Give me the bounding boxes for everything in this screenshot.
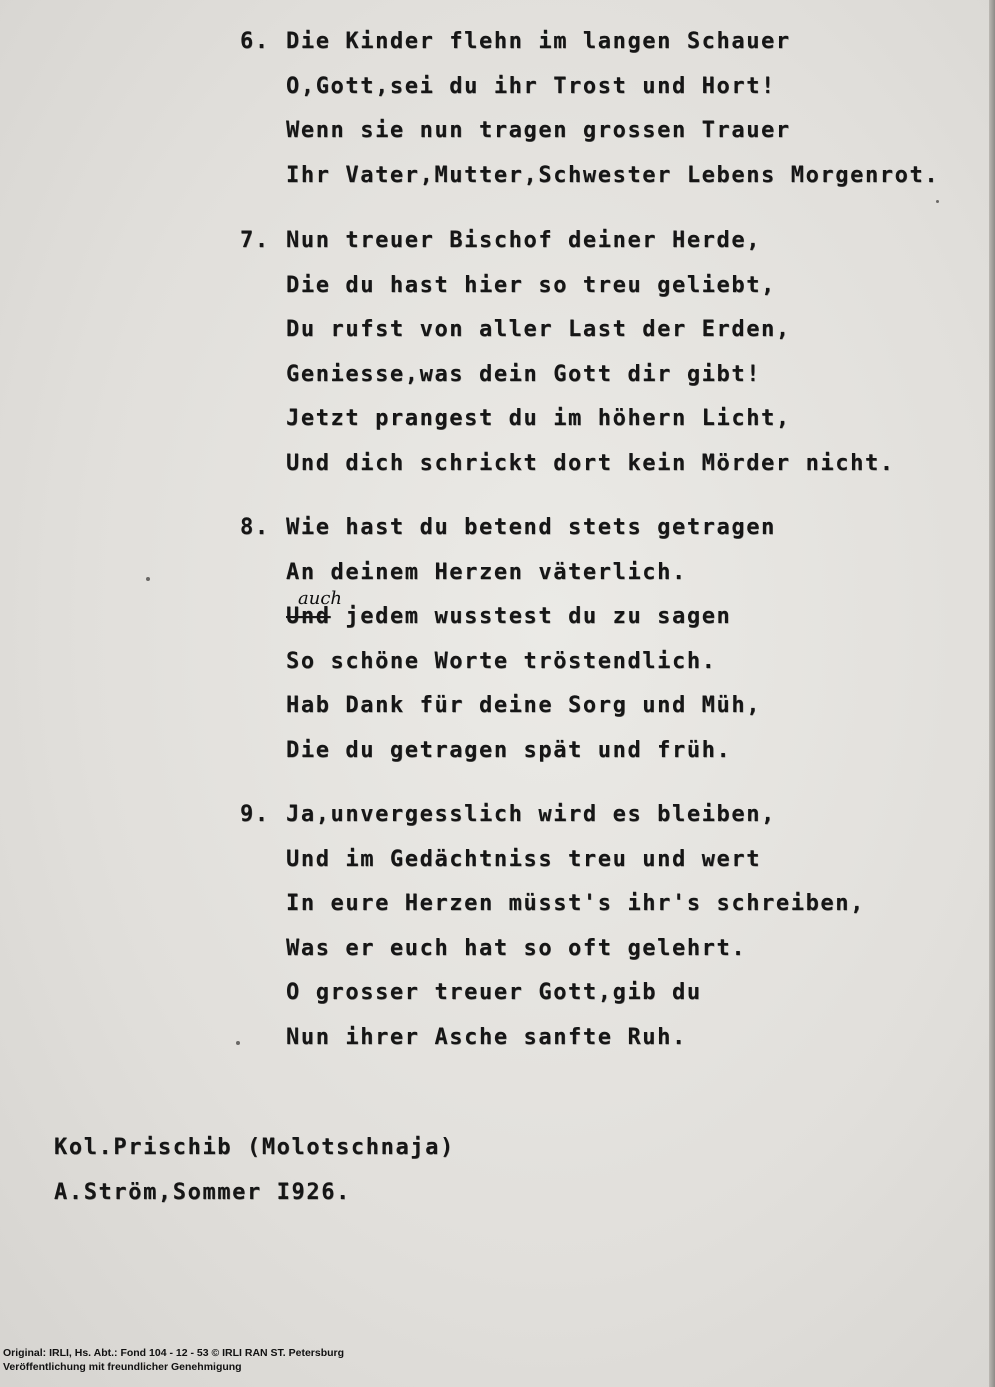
line-text: Die du hast hier so treu geliebt, (286, 272, 776, 298)
signature-author-date: A.Ström,Sommer I926. (54, 1179, 351, 1205)
poem-line (240, 20, 939, 65)
poem-line (240, 729, 776, 774)
stanza-number: 7. (240, 228, 270, 253)
line-text: Nun treuer Bischof deiner Herde, (286, 228, 762, 253)
handwritten-insert: auch (298, 588, 342, 609)
poem-line (240, 927, 865, 972)
poem-line (240, 65, 939, 110)
line-text: Die du getragen spät und früh. (286, 737, 732, 763)
poem-line (240, 397, 895, 442)
poem-line (240, 264, 895, 309)
line-text: Jetzt prangest du im höhern Licht, (286, 406, 791, 431)
poem-line (240, 353, 895, 398)
line-text: O,Gott,sei du ihr Trost und Hort! (286, 73, 776, 99)
stanza-8 (240, 506, 776, 773)
poem-line (240, 219, 895, 264)
paper-speck (146, 577, 150, 581)
poem-line (240, 684, 776, 729)
line-text: Du rufst von aller Last der Erden, (286, 317, 791, 342)
poem-line (240, 154, 939, 199)
footer-line-2: Veröffentlichung mit freundlicher Genehmigung (3, 1361, 242, 1373)
paper-speck (236, 1041, 240, 1045)
line-text: Wenn sie nun tragen grossen Trauer (286, 118, 791, 143)
paper-speck (936, 200, 939, 203)
line-text: An deinem Herzen väterlich. (286, 559, 687, 585)
archive-footer (3, 1346, 344, 1374)
struck-word: Und (286, 604, 331, 629)
line-text: jedem wusstest du zu sagen (345, 604, 732, 629)
line-text: Ihr Vater,Mutter,Schwester Lebens Morgenrot. (286, 162, 940, 188)
poem-line (240, 506, 776, 551)
line-text: O grosser treuer Gott,gib du (286, 980, 702, 1005)
signature-place: Kol.Prischib (Molotschnaja) (54, 1135, 455, 1160)
stanza-6 (240, 20, 939, 198)
line-text: Was er euch hat so oft gelehrt. (286, 935, 747, 961)
stanza-9 (240, 793, 865, 1060)
line-text: Und im Gedächtniss treu und wert (286, 846, 762, 872)
poem-line (240, 588, 776, 640)
poem-line (240, 640, 776, 685)
stanza-number: 8. (240, 515, 270, 540)
poem-line (240, 793, 865, 838)
page-edge-shadow (989, 0, 995, 1387)
stanza-number: 6. (240, 29, 270, 54)
line-text: Ja,unvergesslich wird es bleiben, (286, 802, 776, 827)
poem-line (240, 308, 895, 353)
poem-line (240, 442, 895, 487)
line-text: Und dich schrickt dort kein Mörder nicht. (286, 450, 895, 476)
line-text: In eure Herzen müsst's ihr's schreiben, (286, 891, 865, 916)
line-text: Geniesse,was dein Gott dir gibt! (286, 361, 762, 387)
poem-line (240, 971, 865, 1016)
poem-line (240, 882, 865, 927)
stanza-7 (240, 219, 895, 486)
line-text: Die Kinder flehn im langen Schauer (286, 29, 791, 54)
line-text: So schöne Worte tröstendlich. (286, 648, 717, 674)
poem-line (240, 1016, 865, 1061)
line-text: Hab Dank für deine Sorg und Müh, (286, 693, 762, 718)
stanza-number: 9. (240, 802, 270, 827)
line-text: Wie hast du betend stets getragen (286, 515, 776, 540)
line-text: Nun ihrer Asche sanfte Ruh. (286, 1024, 687, 1050)
footer-line-1: Original: IRLI, Hs. Abt.: Fond 104 - 12 - 53 © IRLI RAN ST. Petersburg (3, 1347, 345, 1359)
poem-line (240, 109, 939, 154)
poem-line (240, 838, 865, 883)
signature-block (54, 1126, 455, 1215)
